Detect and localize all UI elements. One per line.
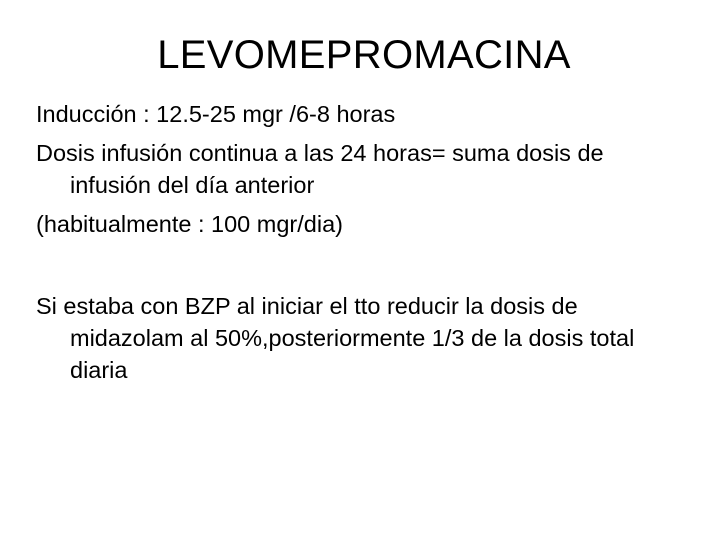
slide-body [36, 98, 686, 386]
spacer [36, 201, 686, 208]
spacer [36, 130, 686, 137]
paragraph-habitualmente: (habitualmente : 100 mgr/dia) [36, 211, 343, 237]
paragraph-bzp: Si estaba con BZP al iniciar el tto reducir la dosis de midazolam al 50%,posteriormente 1/3 de la dosis total diaria [36, 293, 635, 383]
spacer [36, 240, 686, 290]
paragraph-induccion: Inducción : 12.5-25 mgr /6-8 horas [36, 101, 396, 127]
slide-title: LEVOMEPROMACINA [157, 33, 571, 77]
paragraph-dosis-infusion: Dosis infusión continua a las 24 horas= suma dosis de infusión del día anterior [36, 140, 604, 198]
